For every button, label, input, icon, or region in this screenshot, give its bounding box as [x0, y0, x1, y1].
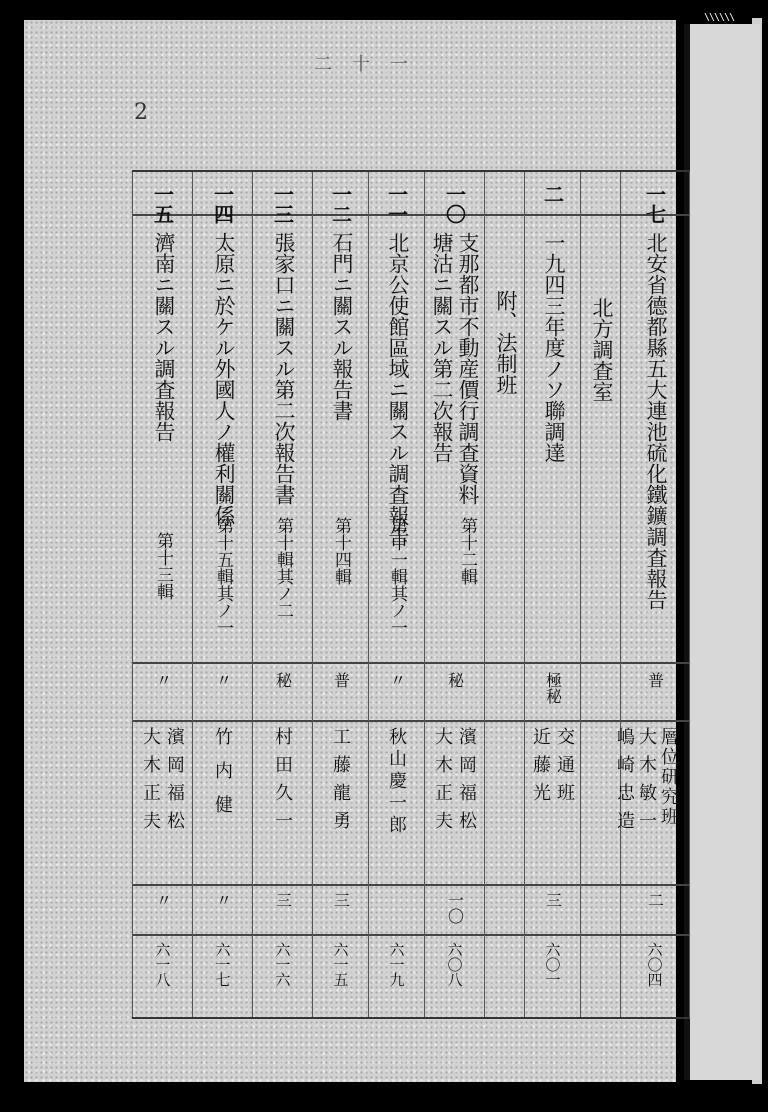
secrecy-mark: 秘	[273, 672, 293, 688]
entry-author: 大木敏一	[636, 727, 657, 839]
document-page	[24, 20, 679, 1082]
secrecy-mark: 普	[645, 672, 665, 688]
entry-author: 嶋崎忠造	[614, 727, 635, 839]
volume-number: 第十一輯其ノ一	[387, 517, 407, 636]
volume-number: 第十四輯	[331, 517, 351, 585]
entry-number: 一〇	[442, 184, 467, 224]
entry-number: 一一	[384, 184, 409, 224]
page-count: 一〇	[445, 892, 465, 924]
start-page: 六一八	[153, 942, 172, 987]
entry-author: 濱岡福松	[164, 727, 185, 839]
volume-number: 第十輯其ノ二	[273, 517, 293, 619]
page-count: 三	[331, 892, 351, 908]
secrecy-mark: 〃	[153, 672, 173, 688]
entry-author: 秋山慶一郎	[386, 727, 407, 837]
entry-author: 層位研究班	[658, 727, 679, 827]
table-row	[132, 172, 193, 1017]
page-count: 〃	[153, 892, 173, 908]
secrecy-mark: 極秘	[543, 672, 563, 704]
entry-title: 北安省德都縣五大連池硫化鐵鑛調査報告	[644, 232, 668, 610]
entry-title: 張家口ニ關スル第二次報告書	[272, 232, 296, 505]
section-heading-column	[580, 172, 621, 1017]
start-page: 六〇四	[645, 942, 664, 987]
table-row	[368, 172, 425, 1017]
entry-title: 濟南ニ關スル調査報告	[152, 232, 176, 442]
volume-number: 第十五輯其ノ一	[213, 517, 233, 636]
entry-title: 北京公使館區域ニ關スル調査報告	[386, 232, 410, 547]
entry-title: 石門ニ關スル報告書	[330, 232, 354, 421]
section-heading: 北方調査室	[590, 297, 614, 402]
secrecy-mark: 〃	[387, 672, 407, 688]
entry-title: 太原ニ於ケル外國人ノ權利關係	[212, 232, 236, 526]
table-row	[424, 172, 485, 1017]
table-row	[614, 172, 690, 1017]
start-page: 六一七	[213, 942, 232, 987]
entry-author: 交通班	[554, 727, 575, 811]
page-count: 二	[645, 892, 665, 908]
table-row	[312, 172, 369, 1017]
secrecy-mark: 〃	[213, 672, 233, 688]
entry-number: 一四	[210, 184, 235, 224]
subheading-column	[484, 172, 525, 1017]
secrecy-mark: 普	[331, 672, 351, 688]
entry-author: 大木正夫	[140, 727, 161, 839]
entry-author: 村田久一	[272, 727, 293, 839]
contents-table	[132, 170, 690, 1019]
start-page: 六一五	[331, 942, 350, 987]
corner-mark: \\\\\\	[704, 12, 735, 23]
start-page: 六〇一	[543, 942, 562, 987]
start-page: 六一九	[387, 942, 406, 987]
entry-title: 支那都市不動産價行調査資料	[456, 232, 480, 505]
entry-number: 一三	[270, 184, 295, 224]
page-mark: 2	[134, 100, 148, 125]
volume-number: 第十二輯	[457, 517, 477, 585]
page-count: 三	[543, 892, 563, 908]
entry-number: 一二	[328, 184, 353, 224]
header-mark: 二十一	[314, 54, 428, 75]
entry-number: 一五	[150, 184, 175, 224]
subheading: 附、法制班	[494, 290, 518, 395]
entry-title: 塘沽ニ關スル第二次報告	[430, 232, 454, 463]
volume-number: 第十三輯	[153, 532, 173, 600]
table-row	[192, 172, 253, 1017]
entry-title: 一九四三年度ノソ聯調達	[542, 232, 566, 463]
page-count: 〃	[213, 892, 233, 908]
entry-author: 工藤龍勇	[330, 727, 351, 839]
table-row	[252, 172, 313, 1017]
start-page: 六〇八	[445, 942, 464, 987]
entry-author: 近藤光	[530, 727, 551, 811]
secrecy-mark: 秘	[445, 672, 465, 688]
table-row	[524, 172, 581, 1017]
entry-number: 一七	[642, 184, 667, 224]
entry-author: 濱岡福松	[456, 727, 477, 839]
page-count: 三	[273, 892, 293, 908]
adjacent-page	[684, 24, 760, 1080]
entry-number: 二	[540, 184, 565, 204]
start-page: 六一六	[273, 942, 292, 987]
entry-author: 竹内健	[212, 727, 233, 829]
entry-author: 大木正夫	[432, 727, 453, 839]
